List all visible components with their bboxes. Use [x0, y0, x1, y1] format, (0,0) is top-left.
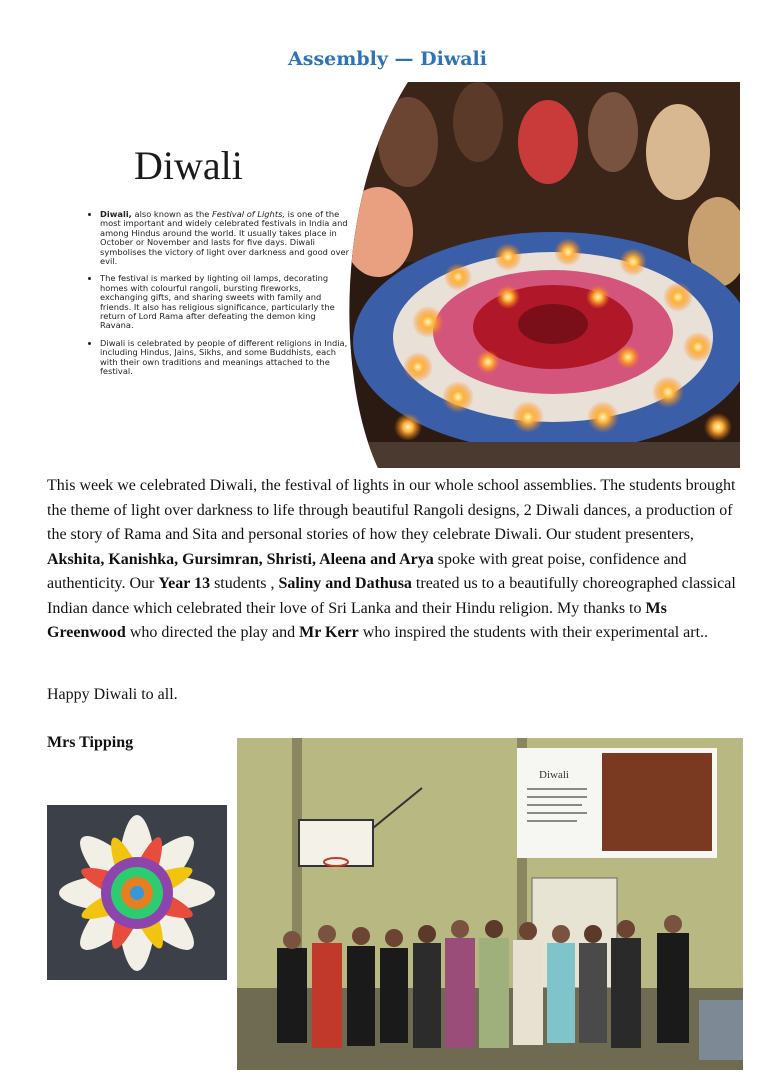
- students-group-photo: [237, 738, 743, 1070]
- projector-slide-heading: Diwali: [539, 769, 569, 781]
- assembly-report-paragraph: This week we celebrated Diwali, the festival of lights in our whole school assemblies. The students brought the theme of light over darkness to life through beautiful Rangoli designs, 2 Diwali dances, a production of the story of Rama and Sita and personal stories of how they celebrate Diwali. Our student presenters, Akshita, Kanishka, Gursimran, Shristi, Aleena and Arya spoke with great poise, confidence and authenticity. Our Year 13 students , Saliny and Dathusa treated us to a beautifully choreographed classical Indian dance which celebrated their love of Sri Lanka and their Hindu religion. My thanks to Ms Greenwood who directed the play and Mr Kerr who inspired the students with their experimental art..: [47, 477, 736, 641]
- dancer-names: Saliny and Dathusa: [278, 575, 412, 592]
- slide-heading: Diwali: [134, 143, 243, 188]
- diwali-lamps-photo: [348, 82, 740, 468]
- rangoli-artwork-photo: [47, 805, 227, 980]
- slide-bullet-list: [86, 210, 350, 385]
- slide-bullet-3: • Diwali is celebrated by people of different religions in India, including Hindus, Jains, Sikhs, and some Buddhists, each with their own traditions and meanings attached to the festival.: [100, 339, 350, 377]
- signature: Mrs Tipping: [47, 734, 134, 751]
- presenter-names: Akshita, Kanishka, Gursimran, Shristi, Aleena and Arya: [47, 550, 434, 568]
- diwali-slide: [56, 82, 740, 468]
- page-title: Assembly — Diwali: [288, 48, 487, 70]
- slide-bullet-1: • Diwali, also known as the Festival of Lights, is one of the most important and widely celebrated festivals in India and among Hindus around the world. It usually takes place in October or November and lasts for five days. Diwali symbolises the victory of light over darkness and good over evil.: [100, 210, 350, 266]
- slide-bullet-2: • The festival is marked by lighting oil lamps, decorating homes with colourful rangoli, bursting fireworks, exchanging gifts, and sharing sweets with family and friends. It also has religious significance, particularly the return of Lord Rama after defeating the demon king Ravana.: [100, 274, 350, 330]
- closing-line: Happy Diwali to all.: [47, 686, 178, 703]
